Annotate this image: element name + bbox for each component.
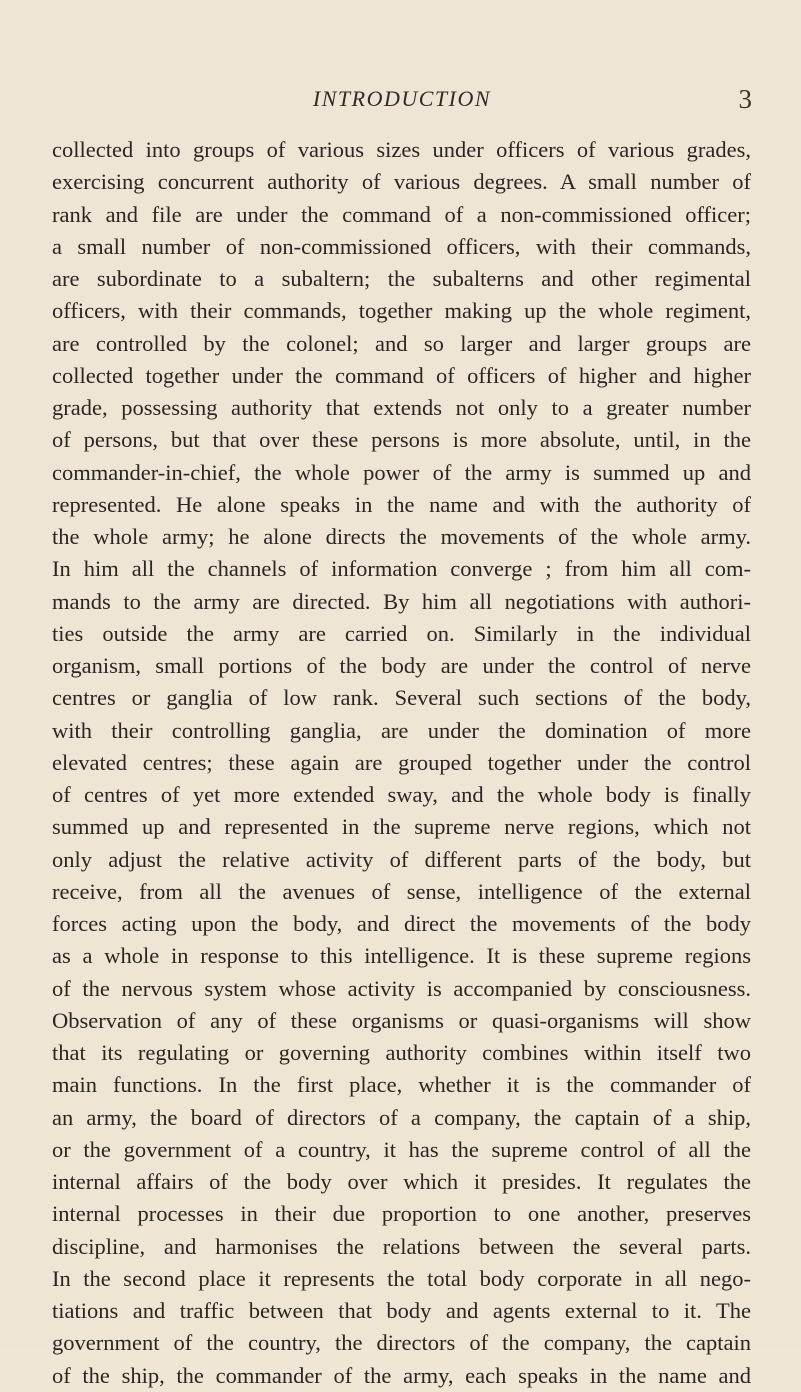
- text-line: collected into groups of various sizes under officers of various grades,: [52, 137, 751, 162]
- text-line: are subordinate to a subaltern; the subalterns and other regimental: [52, 266, 751, 291]
- text-line: an army, the board of directors of a company, the captain of a ship,: [52, 1104, 751, 1130]
- text-line: are controlled by the colonel; and so larger and larger groups are: [52, 330, 751, 356]
- text-line: collected together under the command of officers of higher and higher: [52, 362, 751, 388]
- page-number: 3: [738, 84, 752, 114]
- text-line: rank and file are under the command of a non-commissioned officer;: [52, 201, 751, 227]
- text-line: internal processes in their due proportion to one another, preserves: [52, 1201, 751, 1227]
- text-line: commander-in-chief, the whole power of the army is summed up and: [52, 459, 751, 485]
- text-line: elevated centres; these again are grouped together under the control: [52, 749, 751, 775]
- text-line: tiations and traffic between that body and agents external to it. The: [52, 1298, 751, 1323]
- text-line: as a whole in response to this intelligence. It is these supreme regions: [52, 943, 751, 969]
- text-line: of centres of yet more extended sway, and the whole body is finally: [52, 782, 751, 807]
- text-line: officers, with their commands, together making up the whole regiment,: [52, 298, 751, 324]
- text-line: organism, small portions of the body are under the control of nerve: [52, 653, 751, 678]
- text-line: ties outside the army are carried on. Similarly in the individual: [52, 620, 751, 646]
- text-line: Observation of any of these organisms or quasi-organisms will show: [52, 1007, 751, 1033]
- text-line: main functions. In the first place, whether it is the commander of: [52, 1072, 751, 1098]
- text-line: discipline, and harmonises the relations between the several parts.: [52, 1233, 751, 1259]
- text-line: government of the country, the directors of the company, the captain: [52, 1330, 751, 1356]
- text-line: a small number of non-commissioned officers, with their commands,: [52, 233, 751, 259]
- text-line: of the nervous system whose activity is accompanied by consciousness.: [52, 975, 751, 1001]
- text-line: summed up and represented in the supreme nerve regions, which not: [52, 814, 751, 840]
- text-line: internal affairs of the body over which it presides. It regulates the: [52, 1169, 751, 1194]
- text-line: only adjust the relative activity of different parts of the body, but: [52, 846, 751, 872]
- text-line: mands to the army are directed. By him all negotiations with authori-: [52, 588, 751, 614]
- text-line: that its regulating or governing authority combines within itself two: [52, 1040, 751, 1065]
- text-line: represented. He alone speaks in the name and with the authority of: [52, 491, 751, 517]
- text-line: the whole army; he alone directs the movements of the whole army.: [52, 524, 751, 549]
- text-line: In the second place it represents the total body corporate in all nego-: [52, 1265, 751, 1291]
- text-line: receive, from all the avenues of sense, intelligence of the external: [52, 878, 751, 904]
- text-line: forces acting upon the body, and direct the movements of the body: [52, 911, 751, 936]
- text-line: with their controlling ganglia, are under the domination of more: [52, 717, 751, 743]
- text-line: or the government of a country, it has the supreme control of all the: [52, 1136, 751, 1162]
- body-text: [52, 134, 751, 1388]
- text-line: of the ship, the commander of the army, each speaks in the name and: [52, 1362, 751, 1388]
- running-head: [52, 86, 752, 120]
- running-title: INTRODUCTION: [312, 86, 492, 111]
- text-line: of persons, but that over these persons is more absolute, until, in the: [52, 427, 751, 453]
- text-line: grade, possessing authority that extends not only to a greater number: [52, 395, 751, 420]
- text-line: In him all the channels of information converge ; from him all com-: [52, 556, 751, 582]
- text-line: centres or ganglia of low rank. Several such sections of the body,: [52, 685, 751, 711]
- text-line: exercising concurrent authority of various degrees. A small number of: [52, 169, 751, 195]
